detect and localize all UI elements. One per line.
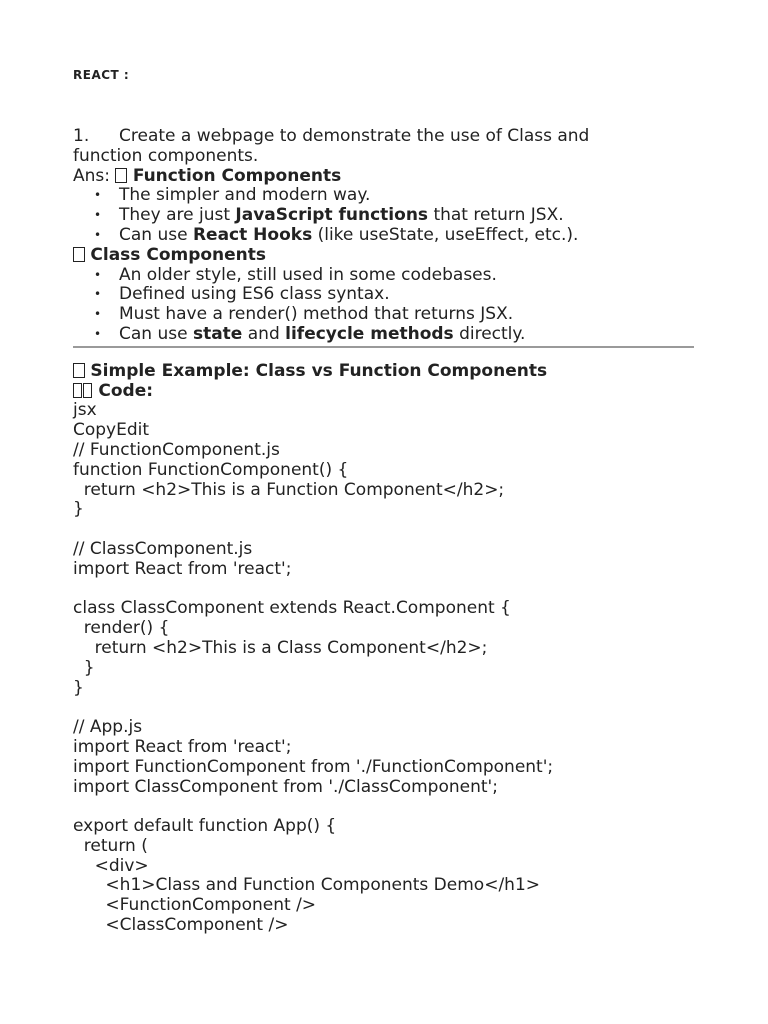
code-line [73,698,693,718]
document-content [73,127,693,936]
code-line: // FunctionComponent.js [73,439,280,460]
code-line: render() { [73,618,170,639]
code-label: Code: [98,380,154,401]
code-line: return ( [73,835,148,856]
code-line: import React from 'react'; [73,558,292,579]
list-item-text: React Hooks [192,224,313,245]
code-line: import React from 'react'; [73,736,292,757]
list-item [73,305,693,325]
bullet-dot: • [94,208,102,223]
code-line [73,797,693,817]
copy-edit-label: CopyEdit [73,420,150,441]
missing-glyph-icon [73,383,82,398]
bullet-dot: • [94,326,102,341]
missing-glyph-icon [73,247,85,262]
missing-glyph-icon [115,168,127,183]
list-item-text: directly. [453,323,526,344]
question-line-1 [73,127,693,147]
question-line-2: function components. [73,145,259,166]
list-item-text: (like useState, useEffect, etc.). [312,224,579,245]
example-heading-line [73,362,693,382]
code-label-line [73,382,693,402]
list-item-text: lifecycle methods [285,323,454,344]
code-line: } [73,677,84,698]
code-line: <div> [73,855,149,876]
list-item-text: JavaScript functions [235,205,429,226]
code-line: // App.js [73,717,143,738]
list-item [73,325,693,345]
function-bullet-list [73,186,693,245]
code-line: function FunctionComponent() { [73,459,349,480]
function-heading-line [73,167,693,187]
ans-prefix: Ans: [73,165,116,186]
code-language: jsx [73,400,97,421]
list-item [73,186,693,206]
code-line: <FunctionComponent /> [73,895,317,916]
code-line: return <h2>This is a Function Component</h2>; [73,479,505,500]
bullet-dot: • [94,188,102,203]
list-item-text: Defined using ES6 class syntax. [119,284,390,305]
list-item-text: Must have a render() method that returns JSX. [119,304,514,325]
bullet-dot: • [94,307,102,322]
missing-glyph-icon [83,383,92,398]
bullet-dot: • [94,287,102,302]
code-line: return <h2>This is a Class Component</h2>; [73,637,488,658]
code-line: } [73,657,95,678]
list-item [73,206,693,226]
missing-glyph-icon [73,363,85,378]
code-line: // ClassComponent.js [73,538,253,559]
code-line: class ClassComponent extends React.Component { [73,598,511,619]
list-item-text: state [192,323,243,344]
list-item-text: The simpler and modern way. [119,185,371,206]
function-heading: Function Components [132,165,342,186]
code-line: export default function App() { [73,816,337,837]
code-line [73,520,693,540]
list-item-text: Can use [119,323,193,344]
list-item [73,285,693,305]
list-item-text: and [242,323,286,344]
class-bullet-list [73,266,693,345]
list-item [73,266,693,286]
code-line: <ClassComponent /> [73,915,289,936]
code-line: <h1>Class and Function Components Demo</h1> [73,875,541,896]
bullet-dot: • [94,267,102,282]
class-heading-line [73,246,693,266]
code-line [73,580,693,600]
list-item-text: An older style, still used in some codebases. [119,264,497,285]
list-item-text: Can use [119,224,193,245]
list-item-text: that return JSX. [428,205,564,226]
horizontal-rule [73,346,694,348]
code-block [73,441,693,936]
page-header: REACT : [73,68,130,82]
code-line: import FunctionComponent from './FunctionComponent'; [73,756,554,777]
list-item [73,226,693,246]
example-heading: Simple Example: Class vs Function Components [90,360,548,381]
question-number: 1. [73,126,90,146]
class-heading: Class Components [90,244,267,265]
code-line: import ClassComponent from './ClassComponent'; [73,776,498,797]
question-text-1: Create a webpage to demonstrate the use of Class and [119,126,590,146]
bullet-dot: • [94,227,102,242]
code-line: } [73,499,84,520]
list-item-text: They are just [119,205,236,226]
